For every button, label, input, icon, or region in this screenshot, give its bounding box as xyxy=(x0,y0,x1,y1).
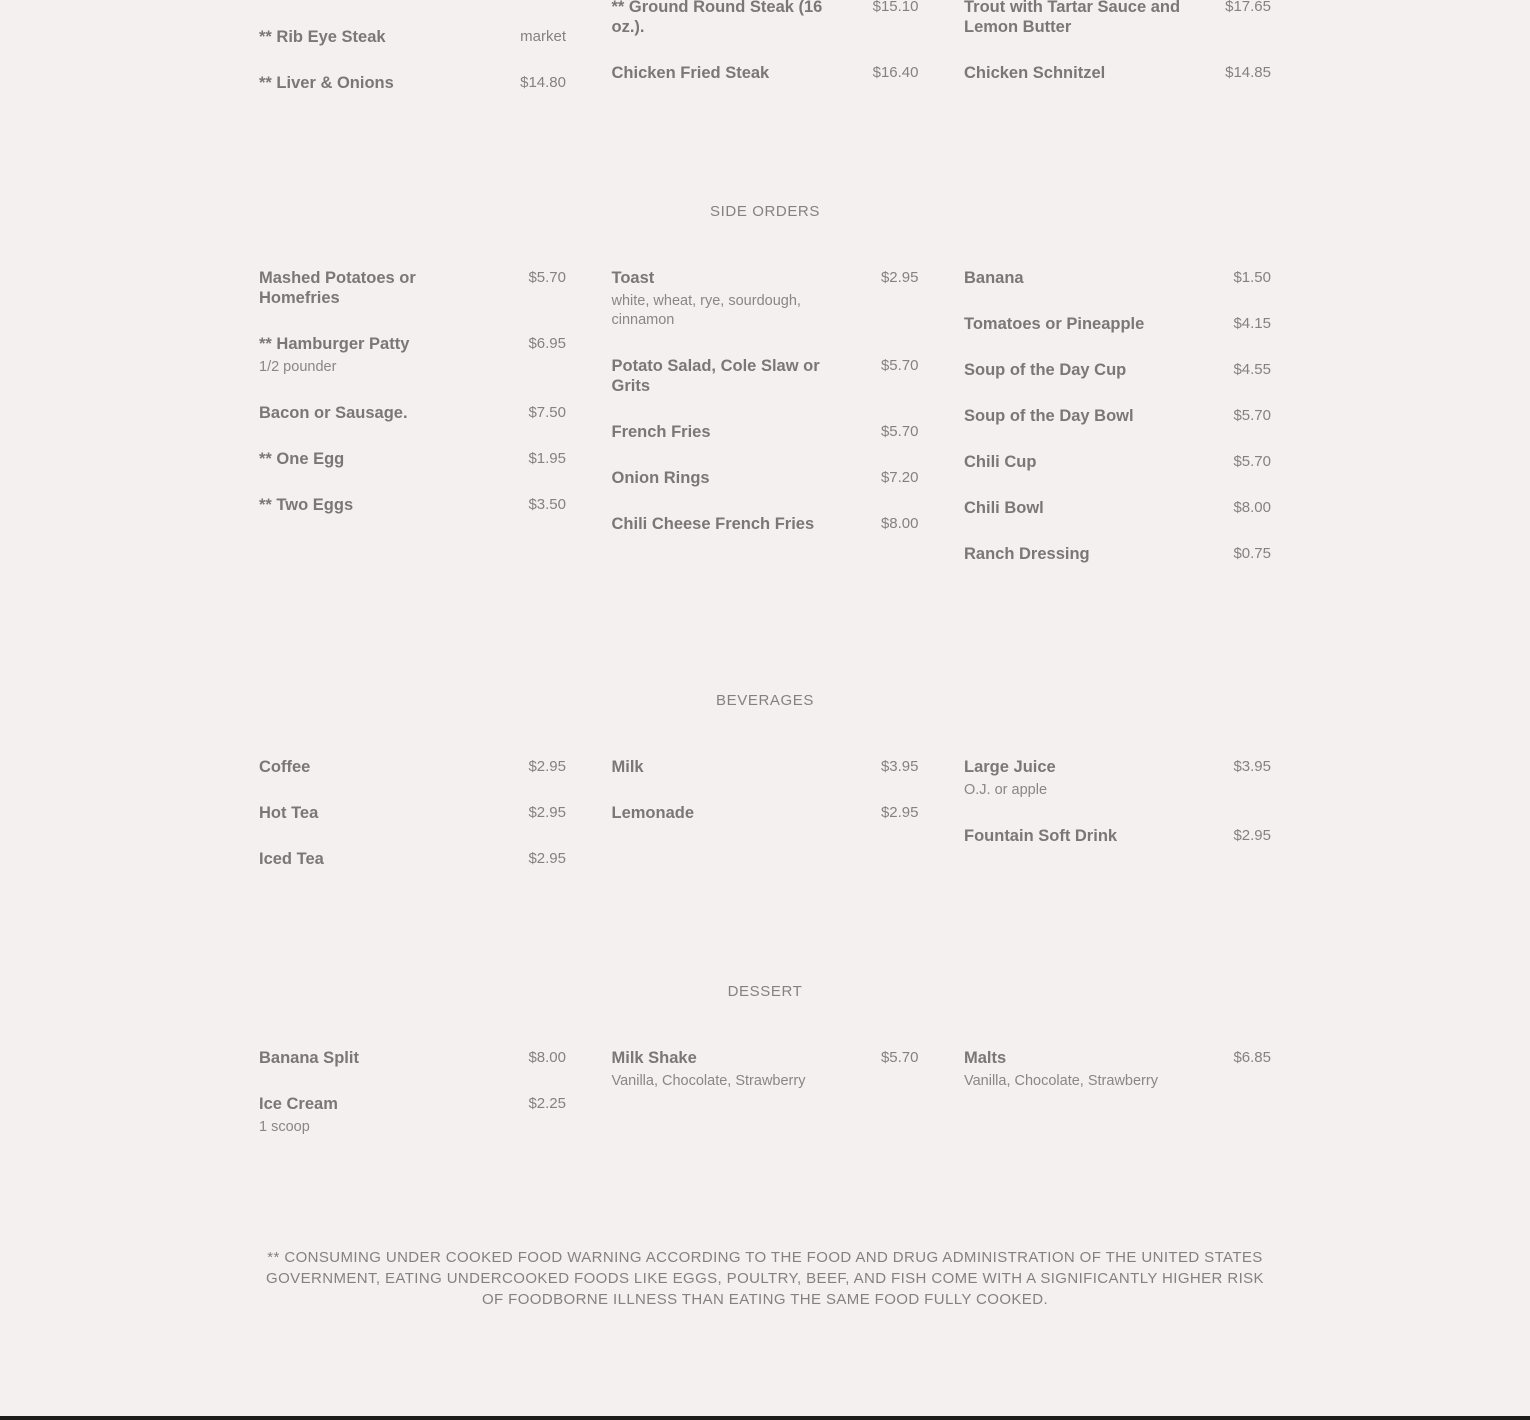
menu-item-price: $8.00 xyxy=(1233,499,1271,516)
menu-item xyxy=(259,27,566,47)
menu-item-price: $15.10 xyxy=(872,0,919,15)
menu-item-header xyxy=(964,63,1271,83)
menu-item-name: ** Liver & Onions xyxy=(259,74,394,92)
menu-item-description: 1/2 pounder xyxy=(259,359,337,375)
menu-item-header xyxy=(259,73,566,93)
menu-item-name: Ice Cream xyxy=(259,1095,338,1113)
menu-item-price: $5.70 xyxy=(880,1049,919,1066)
menu-item xyxy=(964,498,1271,518)
menu-item-price: $2.95 xyxy=(880,804,919,821)
menu-item-price: $5.70 xyxy=(1233,407,1271,424)
menu-item-name: Potato Salad, Cole Slaw or Grits xyxy=(611,357,820,395)
menu-item xyxy=(259,449,566,469)
menu-item-header xyxy=(964,757,1271,777)
beverages-column-2 xyxy=(612,757,919,895)
menu-item-price: $5.70 xyxy=(528,269,566,286)
menu-item-price: $2.95 xyxy=(528,758,566,775)
menu-item xyxy=(964,268,1271,288)
menu-item-price: $4.15 xyxy=(1233,315,1271,332)
section-title: SIDE ORDERS xyxy=(710,203,820,220)
beverages-column-3 xyxy=(964,757,1271,895)
menu-item-header xyxy=(964,0,1271,37)
menu-item-name: Lemonade xyxy=(611,804,695,822)
menu-item-name: Tomatoes or Pineapple xyxy=(964,315,1145,333)
menu-item-name: ** One Egg xyxy=(259,450,345,468)
menu-item xyxy=(259,803,566,823)
menu-item-price: $7.20 xyxy=(880,469,919,486)
menu-item-header xyxy=(964,544,1271,564)
dessert-column-2 xyxy=(612,1048,919,1163)
menu-item-header xyxy=(964,314,1271,334)
menu-item-price: market xyxy=(520,28,566,45)
menu-item-price: $2.95 xyxy=(528,804,566,821)
menu-item-header xyxy=(612,514,919,534)
menu-item-header xyxy=(259,27,566,47)
menu-item-name: Milk xyxy=(611,758,644,776)
menu-item xyxy=(259,495,566,515)
menu-item xyxy=(612,468,919,488)
dessert-column-3 xyxy=(964,1048,1271,1163)
menu-item xyxy=(964,757,1271,800)
menu-item-name: ** Hamburger Patty xyxy=(259,335,410,353)
menu-item-header xyxy=(259,495,566,515)
menu-item xyxy=(964,406,1271,426)
menu-item-header xyxy=(612,63,919,83)
menu-item xyxy=(612,803,919,823)
dessert-columns xyxy=(259,1048,1271,1163)
menu-item-header xyxy=(964,1048,1271,1068)
menu-item-description: O.J. or apple xyxy=(964,782,1048,798)
menu-item xyxy=(612,422,919,442)
menu-item xyxy=(964,1048,1271,1091)
menu-item-header xyxy=(964,406,1271,426)
menu-item-name: Iced Tea xyxy=(259,850,324,868)
menu-item-name: Banana xyxy=(964,269,1024,287)
menu-item xyxy=(259,849,566,869)
menu-item xyxy=(612,268,919,330)
menu-item-header xyxy=(964,268,1271,288)
menu-item-header xyxy=(259,403,566,423)
dessert-column-1 xyxy=(259,1048,566,1163)
menu-item-price: $3.95 xyxy=(1233,758,1271,775)
menu-item-header xyxy=(612,468,919,488)
menu-item-name: Coffee xyxy=(259,758,311,776)
menu-item-description: white, wheat, rye, sourdough, cinnamon xyxy=(611,293,801,328)
menu-item-name: Chicken Fried Steak xyxy=(611,64,770,82)
menu-item xyxy=(259,757,566,777)
menu-item-price: $4.55 xyxy=(1233,361,1271,378)
menu-item-price: $5.70 xyxy=(880,423,919,440)
menu-item-header xyxy=(612,356,919,396)
menu-item-name: Large Juice xyxy=(964,758,1056,776)
menu-item-name: Milk Shake xyxy=(611,1049,697,1067)
menu-item-name: ** Ground Round Steak (16 oz.). xyxy=(611,0,823,36)
menu-item-name: Bacon or Sausage. xyxy=(259,404,408,422)
menu-item-description: Vanilla, Chocolate, Strawberry xyxy=(964,1073,1158,1089)
menu-item xyxy=(612,757,919,777)
menu-item xyxy=(259,73,566,93)
menu-item-price: $7.50 xyxy=(528,404,566,421)
menu-item-name: Banana Split xyxy=(259,1049,359,1067)
menu-item-header xyxy=(964,498,1271,518)
menu-item-header xyxy=(964,360,1271,380)
menu-item-name: Soup of the Day Cup xyxy=(964,361,1127,379)
menu-item xyxy=(612,356,919,396)
menu-item xyxy=(259,1048,566,1068)
beverages-columns xyxy=(259,757,1271,895)
menu-item-price: $14.85 xyxy=(1225,64,1271,81)
menu-item xyxy=(612,0,919,37)
menu-item-description: Vanilla, Chocolate, Strawberry xyxy=(611,1073,806,1089)
menu-item xyxy=(964,360,1271,380)
menu-item-header xyxy=(259,803,566,823)
menu-item xyxy=(964,452,1271,472)
menu-item-name: Ranch Dressing xyxy=(964,545,1090,563)
menu-item-name: ** Two Eggs xyxy=(259,496,354,514)
menu-item-name: Fountain Soft Drink xyxy=(964,827,1118,845)
mains-column-3 xyxy=(964,0,1271,119)
menu-item-price: $6.95 xyxy=(528,335,566,352)
menu-item-price: $3.50 xyxy=(528,496,566,513)
menu-item-price: $1.50 xyxy=(1233,269,1271,286)
menu-item-name: Chicken Schnitzel xyxy=(964,64,1106,82)
menu-item xyxy=(964,544,1271,564)
menu-item-header xyxy=(259,1094,566,1114)
menu-item-price: $2.95 xyxy=(528,850,566,867)
menu-item xyxy=(612,514,919,534)
mains-column-2 xyxy=(612,0,919,119)
side-orders-columns xyxy=(259,268,1271,590)
menu-item xyxy=(612,63,919,83)
menu-item xyxy=(964,314,1271,334)
menu-item xyxy=(612,1048,919,1091)
menu-item-header xyxy=(259,849,566,869)
beverages-column-1 xyxy=(259,757,566,895)
menu-item-name: Mashed Potatoes or Homefries xyxy=(259,269,416,307)
menu-item-name: Malts xyxy=(964,1049,1007,1067)
menu-item xyxy=(964,0,1271,37)
menu-item-header xyxy=(612,1048,919,1068)
menu-item xyxy=(259,1094,566,1137)
menu-item-header xyxy=(259,268,566,308)
section-title: DESSERT xyxy=(727,983,803,1000)
menu-item-header xyxy=(612,268,919,288)
menu-item-description: 1 scoop xyxy=(259,1119,310,1135)
menu-item-price: $3.95 xyxy=(880,758,919,775)
menu-item-header xyxy=(259,334,566,354)
menu-item-header xyxy=(259,1048,566,1068)
menu-item-header xyxy=(964,826,1271,846)
menu-item-name: Toast xyxy=(611,269,655,287)
mains-columns xyxy=(259,0,1271,119)
menu-item xyxy=(259,334,566,377)
menu-item-header xyxy=(612,803,919,823)
menu-item-name: Trout with Tartar Sauce and Lemon Butter xyxy=(964,0,1181,36)
menu-item-name: Onion Rings xyxy=(611,469,710,487)
menu-item-price: $6.85 xyxy=(1233,1049,1271,1066)
menu-item-header xyxy=(964,452,1271,472)
menu-item-price: $14.80 xyxy=(520,74,566,91)
menu-item-price: $5.70 xyxy=(1233,453,1271,470)
menu-item-price: $16.40 xyxy=(872,64,919,81)
menu-item-name: Soup of the Day Bowl xyxy=(964,407,1134,425)
menu-item-header xyxy=(612,757,919,777)
mains-column-1 xyxy=(259,0,566,119)
menu-item-price: $2.95 xyxy=(1233,827,1271,844)
menu-item-price: $8.00 xyxy=(528,1049,566,1066)
menu-item-price: $2.95 xyxy=(880,269,919,286)
menu-item-header xyxy=(259,757,566,777)
menu-item-price: $2.25 xyxy=(528,1095,566,1112)
menu-item-header xyxy=(612,422,919,442)
side-orders-column-1 xyxy=(259,268,566,590)
menu-item-name: Chili Bowl xyxy=(964,499,1044,517)
menu-item-name: ** Rib Eye Steak xyxy=(259,28,386,46)
bottom-bar xyxy=(0,1416,1530,1420)
menu-item-price: $8.00 xyxy=(880,515,919,532)
menu-item xyxy=(964,63,1271,83)
side-orders-column-3 xyxy=(964,268,1271,590)
side-orders-column-2 xyxy=(612,268,919,590)
menu-item-name: Chili Cheese French Fries xyxy=(611,515,815,533)
menu-item-header xyxy=(612,0,919,37)
menu-item-header xyxy=(259,449,566,469)
menu-item-price: $17.65 xyxy=(1225,0,1271,15)
menu-item-price: $1.95 xyxy=(528,450,566,467)
menu-item-price: $0.75 xyxy=(1233,545,1271,562)
menu-item xyxy=(259,403,566,423)
undercooked-food-warning: ** CONSUMING UNDER COOKED FOOD WARNING ACCORDING TO THE FOOD AND DRUG ADMINISTRATION OF THE UNITED STATES GOVERNMENT, EATING UNDERCOOKED FOODS LIKE EGGS, POULTRY, BEEF, AND FISH COME WITH A SIGNIFICANTLY HIGHER RISK OF FOODBORNE ILLNESS THAN EATING THE SAME FOOD FULLY COOKED. xyxy=(266,1249,1264,1308)
section-title: BEVERAGES xyxy=(716,692,814,709)
menu-item-name: French Fries xyxy=(611,423,711,441)
menu-item-price: $5.70 xyxy=(880,357,919,374)
menu-item-name: Hot Tea xyxy=(259,804,319,822)
menu-item xyxy=(964,826,1271,846)
menu-item xyxy=(259,268,566,308)
menu-item-name: Chili Cup xyxy=(964,453,1037,471)
